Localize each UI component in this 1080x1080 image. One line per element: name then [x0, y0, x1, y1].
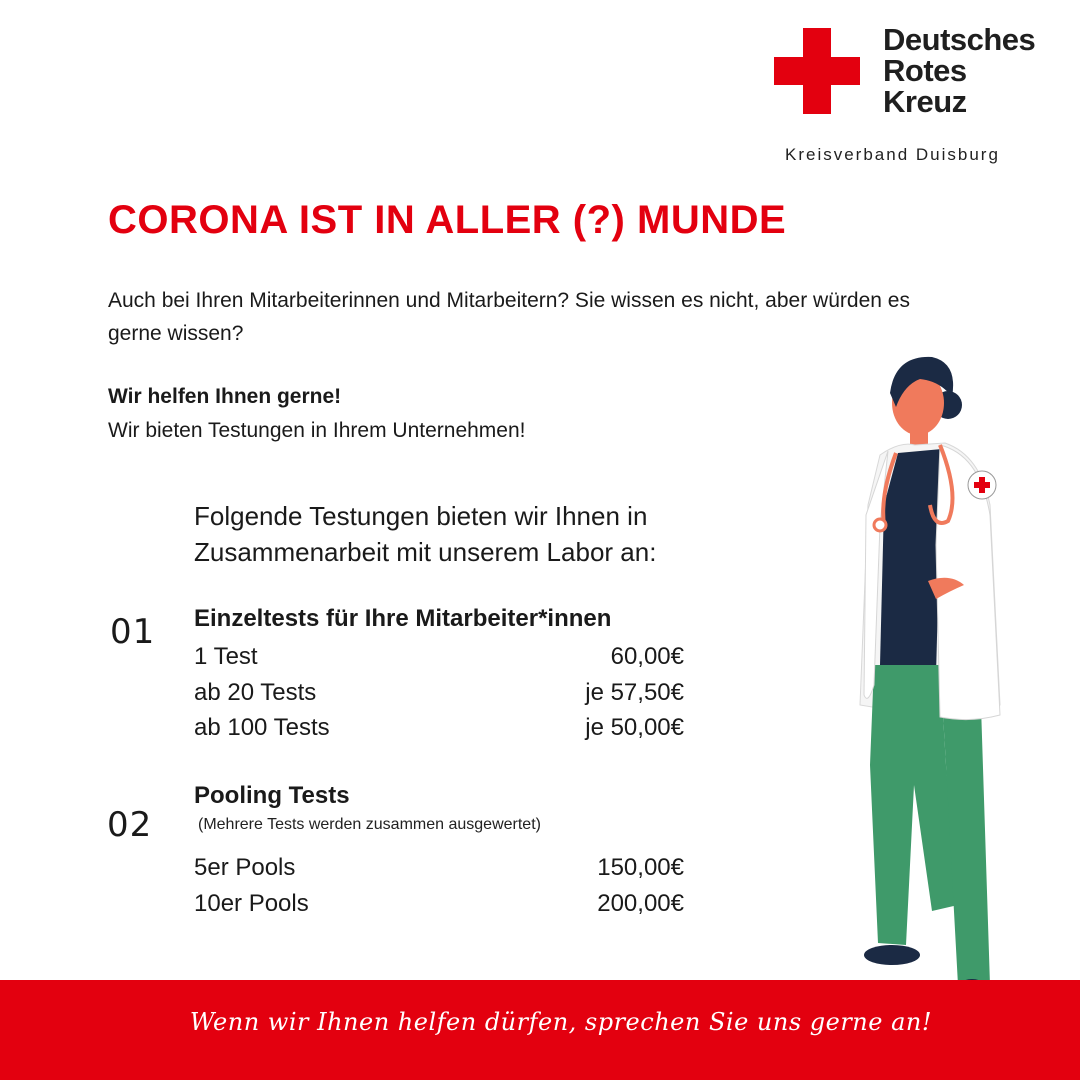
price-label: 1 Test — [194, 643, 258, 670]
page-title: CORONA IST IN ALLER (?) MUNDE — [108, 198, 787, 242]
section-title-single-tests: Einzeltests für Ihre Mitarbeiter*innen — [194, 605, 612, 632]
offer-lead-text: Folgende Testungen bieten wir Ihnen in Zusammenarbeit mit unserem Labor an: — [194, 501, 657, 567]
price-label: ab 20 Tests — [194, 679, 317, 706]
logo-line-2: Rotes — [883, 53, 967, 88]
section-number-01: 01 — [110, 612, 156, 652]
intro-text: Auch bei Ihren Mitarbeiterinnen und Mitarbeitern? Sie wissen es nicht, aber würden es gerne wissen? — [108, 289, 910, 345]
price-value: je 57,50€ — [585, 679, 684, 706]
price-label: ab 100 Tests — [194, 714, 330, 741]
price-row — [194, 850, 684, 886]
price-label: 5er Pools — [194, 854, 296, 881]
price-value: je 50,00€ — [585, 714, 684, 741]
help-text: Wir bieten Testungen in Ihrem Unternehmen! — [108, 419, 526, 442]
logo-line-1: Deutsches — [883, 22, 1036, 57]
price-row — [194, 675, 684, 711]
price-value: 200,00€ — [597, 890, 684, 917]
price-label: 10er Pools — [194, 890, 309, 917]
price-row — [194, 710, 684, 746]
footer-banner — [0, 980, 1080, 1080]
logo-line-3: Kreuz — [883, 84, 967, 119]
pooling-note: (Mehrere Tests werden zusammen ausgewertet) — [198, 816, 541, 833]
red-cross-logo-icon — [774, 28, 860, 114]
section-title-pooling-tests: Pooling Tests — [194, 782, 350, 809]
price-row — [194, 886, 684, 922]
price-value: 60,00€ — [610, 643, 684, 670]
logo-subtitle: Kreisverband Duisburg — [785, 145, 1000, 164]
help-heading: Wir helfen Ihnen gerne! — [108, 385, 342, 408]
section-number-02: 02 — [107, 805, 153, 845]
doctor-illustration — [840, 345, 1040, 995]
price-row — [194, 639, 684, 675]
logo-wordmark — [883, 24, 1035, 117]
footer-call-to-action: Wenn wir Ihnen helfen dürfen, sprechen Sie uns gerne an! — [189, 1008, 932, 1036]
price-value: 150,00€ — [597, 854, 684, 881]
